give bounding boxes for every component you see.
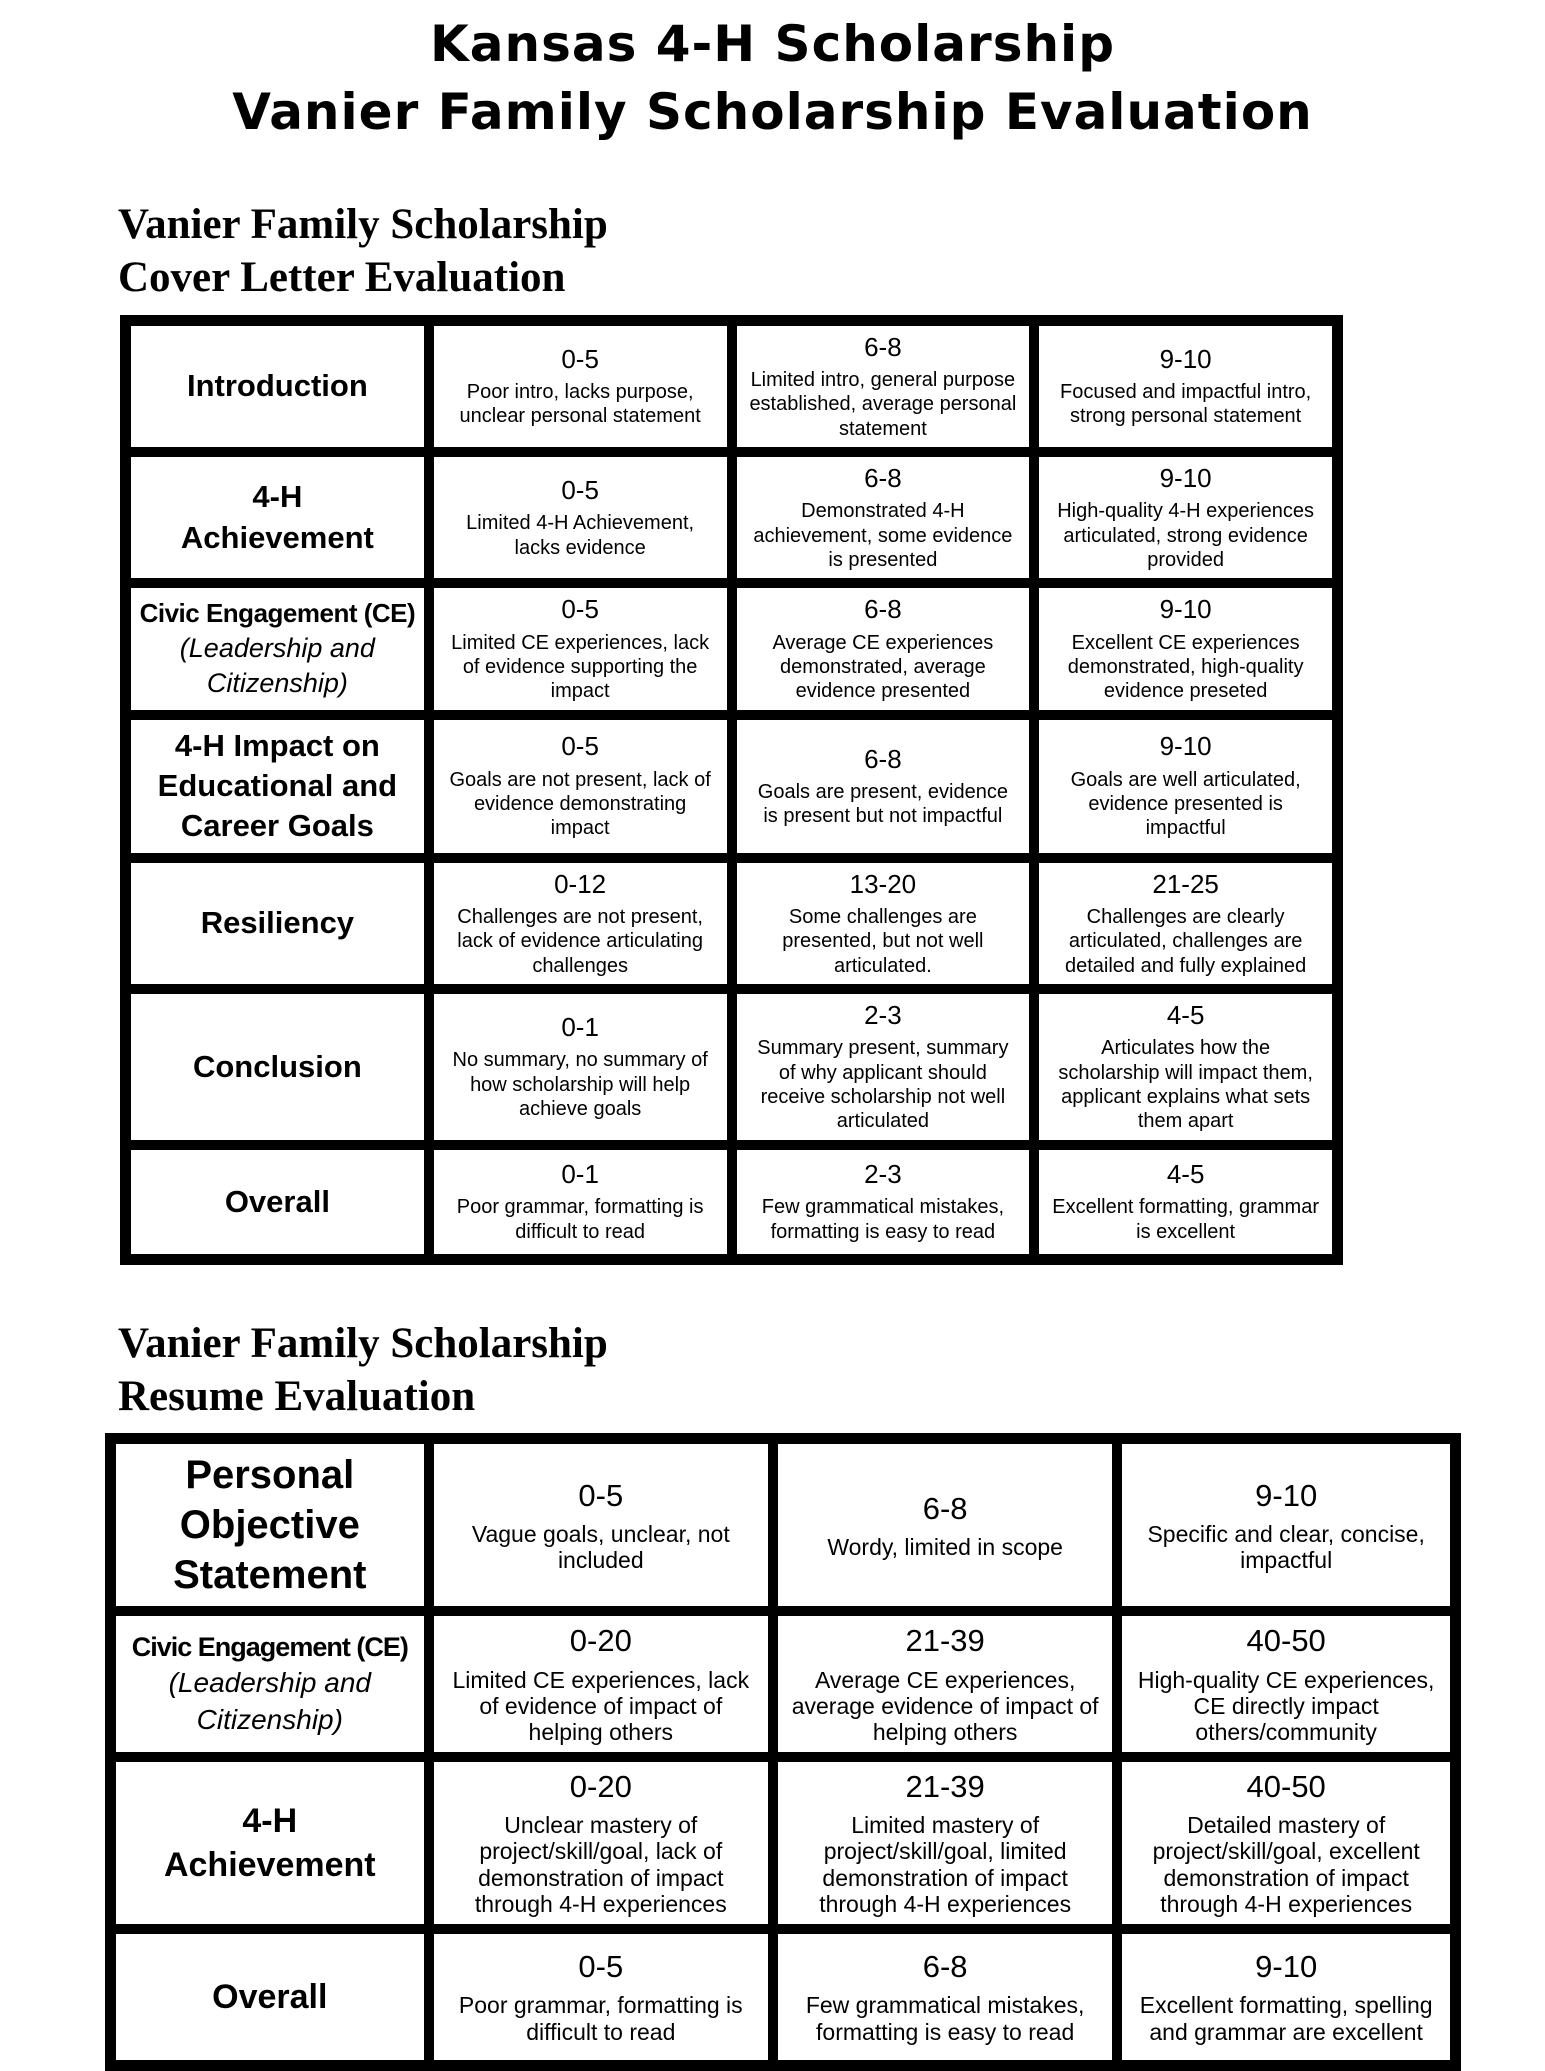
criterion-label: Civic Engagement (CE): [131, 1632, 408, 1663]
level-cell: [778, 1616, 1112, 1752]
section-heading-line2: Resume Evaluation: [118, 1373, 476, 1421]
level-cell: [737, 457, 1030, 578]
level-cell: [737, 994, 1030, 1140]
level-cell: [737, 720, 1030, 853]
level-cell: [1039, 326, 1332, 447]
level-description: Specific and clear, concise, impactful: [1147, 1520, 1425, 1574]
level-description: Poor grammar, formatting is difficult to read: [458, 1992, 743, 2045]
criterion-cell: [131, 457, 424, 578]
level-cell: [778, 1444, 1112, 1606]
level-cell: [434, 1934, 768, 2060]
level-description: Excellent formatting, spelling and grammar are excellent: [1139, 1992, 1433, 2045]
level-cell: [1039, 457, 1332, 578]
criterion-label: Introduction: [186, 368, 368, 404]
level-cell: [737, 863, 1030, 984]
score-range: 0-20: [569, 1768, 632, 1804]
criterion-label: 4-H Achievement: [163, 1801, 376, 1884]
score-range: 0-20: [569, 1623, 632, 1659]
level-description: Demonstrated 4-H achievement, some evidence is presented: [753, 500, 1013, 571]
score-range: 6-8: [864, 462, 902, 493]
level-description: Average CE experiences, average evidence of impact of helping others: [791, 1666, 1099, 1746]
level-cell: [434, 1150, 727, 1254]
level-cell: [1039, 994, 1332, 1140]
score-range: 0-12: [554, 868, 607, 899]
level-description: Challenges are not present, lack of evidence articulating challenges: [457, 905, 703, 977]
level-cell: [1039, 1150, 1332, 1254]
level-cell: [434, 457, 727, 578]
level-description: High-quality 4-H experiences articulated, strong evidence provided: [1057, 500, 1315, 571]
level-description: Some challenges are presented, but not well articulated.: [782, 905, 984, 977]
score-range: 40-50: [1246, 1768, 1326, 1804]
criterion-cell: [116, 1444, 424, 1606]
level-description: Articulates how the scholarship will impact them, applicant explains what sets them apart: [1058, 1037, 1313, 1133]
level-description: High-quality CE experiences, CE directly impact others/community: [1137, 1666, 1435, 1746]
level-description: Unclear mastery of project/skill/goal, lack of demonstration of impact through 4-H experiences: [474, 1812, 727, 1918]
criterion-cell: [131, 863, 424, 984]
criterion-cell: [131, 588, 424, 709]
score-range: 9-10: [1255, 1949, 1318, 1985]
score-range: 6-8: [922, 1491, 968, 1527]
criterion-cell: [116, 1762, 424, 1924]
page-title-line1: Kansas 4-H Scholarship: [430, 15, 1115, 73]
level-cell: [1122, 1762, 1450, 1924]
level-cell: [1039, 863, 1332, 984]
criterion-cell: [131, 994, 424, 1140]
cover-letter-section: [0, 198, 1545, 1265]
level-description: Few grammatical mistakes, formatting is easy to read: [805, 1992, 1085, 2045]
level-description: Few grammatical mistakes, formatting is easy to read: [761, 1196, 1005, 1243]
level-cell: [1039, 720, 1332, 853]
level-description: Summary present, summary of why applicant should receive scholarship not well articulated: [757, 1037, 1009, 1133]
level-description: Limited CE experiences, lack of evidence supporting the impact: [451, 631, 710, 703]
criterion-label: Resiliency: [200, 905, 355, 941]
level-cell: [434, 994, 727, 1140]
criterion-note: (Leadership and Citizenship): [168, 1667, 371, 1735]
cover-letter-rubric-table: [120, 315, 1343, 1265]
score-range: 0-1: [561, 1012, 599, 1043]
score-range: 0-1: [561, 1159, 599, 1190]
level-description: Poor grammar, formatting is difficult to read: [456, 1196, 704, 1243]
level-description: Goals are well articulated, evidence presented is impactful: [1070, 768, 1301, 840]
score-range: 0-5: [561, 731, 599, 762]
level-description: Wordy, limited in scope: [827, 1534, 1063, 1561]
score-range: 21-39: [905, 1623, 985, 1659]
criterion-label: Overall: [212, 1977, 328, 2016]
level-description: No summary, no summary of how scholarship will help achieve goals: [452, 1049, 708, 1121]
level-description: Detailed mastery of project/skill/goal, excellent demonstration of impact through 4-H experiences: [1152, 1812, 1420, 1918]
criterion-cell: [116, 1616, 424, 1752]
criterion-cell: [131, 1150, 424, 1254]
level-description: Limited 4-H Achievement, lacks evidence: [466, 512, 695, 559]
level-description: Average CE experiences demonstrated, average evidence presented: [772, 631, 994, 703]
level-cell: [434, 720, 727, 853]
level-description: Focused and impactful intro, strong personal statement: [1060, 381, 1312, 428]
level-cell: [1122, 1616, 1450, 1752]
criterion-cell: [131, 326, 424, 447]
level-cell: [737, 1150, 1030, 1254]
level-description: Vague goals, unclear, not included: [471, 1520, 730, 1574]
score-range: 4-5: [1166, 999, 1205, 1030]
level-description: Goals are present, evidence is present but not impactful: [757, 780, 1008, 828]
level-cell: [434, 1616, 768, 1752]
score-range: 21-39: [905, 1768, 985, 1804]
level-cell: [737, 588, 1030, 709]
level-description: Limited intro, general purpose established, average personal statement: [749, 368, 1017, 440]
resume-section: [0, 1317, 1545, 2071]
cover-letter-section-heading: [118, 198, 1545, 305]
level-description: Poor intro, lacks purpose, unclear personal statement: [459, 381, 701, 428]
resume-section-heading: [118, 1317, 1545, 1424]
criterion-label: Personal Objective Statement: [173, 1453, 367, 1598]
score-range: 9-10: [1159, 343, 1212, 374]
section-heading-line1: Vanier Family Scholarship: [118, 1319, 608, 1367]
level-cell: [737, 326, 1030, 447]
score-range: 2-3: [864, 999, 902, 1030]
level-cell: [434, 1444, 768, 1606]
score-range: 4-5: [1166, 1159, 1205, 1190]
page-title-line2: Vanier Family Scholarship Evaluation: [232, 83, 1313, 141]
criterion-label: 4-H Achievement: [180, 479, 374, 555]
level-cell: [434, 588, 727, 709]
level-cell: [434, 1762, 768, 1924]
score-range: 6-8: [864, 594, 902, 625]
section-heading-line2: Cover Letter Evaluation: [118, 254, 566, 302]
score-range: 0-5: [578, 1477, 624, 1513]
score-range: 6-8: [864, 331, 902, 362]
level-description: Excellent formatting, grammar is excellent: [1052, 1196, 1319, 1243]
criterion-label: Overall: [224, 1183, 330, 1219]
score-range: 0-5: [561, 343, 599, 374]
resume-rubric-table: [105, 1433, 1461, 2070]
level-cell: [778, 1762, 1112, 1924]
level-description: Limited CE experiences, lack of evidence of impact of helping others: [452, 1666, 750, 1746]
level-cell: [778, 1934, 1112, 2060]
score-range: 21-25: [1152, 868, 1219, 899]
level-cell: [1122, 1444, 1450, 1606]
level-cell: [1122, 1934, 1450, 2060]
score-range: 9-10: [1159, 731, 1212, 762]
level-description: Excellent CE experiences demonstrated, high-quality evidence preseted: [1067, 631, 1304, 703]
score-range: 6-8: [922, 1949, 968, 1985]
level-cell: [434, 863, 727, 984]
level-description: Challenges are clearly articulated, challenges are detailed and fully explained: [1064, 905, 1307, 977]
level-cell: [1039, 588, 1332, 709]
score-range: 13-20: [849, 868, 917, 899]
score-range: 9-10: [1159, 594, 1212, 625]
score-range: 2-3: [864, 1159, 902, 1190]
score-range: 0-5: [561, 475, 599, 506]
score-range: 9-10: [1255, 1477, 1318, 1513]
criterion-label: 4-H Impact on Educational and Career Goals: [157, 727, 398, 844]
score-range: 6-8: [864, 743, 902, 774]
score-range: 40-50: [1246, 1623, 1326, 1659]
criterion-note: (Leadership and Citizenship): [179, 632, 375, 698]
criterion-cell: [116, 1934, 424, 2060]
page-title: [0, 10, 1545, 146]
score-range: 9-10: [1159, 462, 1212, 493]
score-range: 0-5: [561, 594, 599, 625]
level-cell: [434, 326, 727, 447]
level-description: Limited mastery of project/skill/goal, limited demonstration of impact through 4-H experiences: [819, 1812, 1072, 1918]
score-range: 0-5: [578, 1949, 624, 1985]
criterion-label: Civic Engagement (CE): [139, 598, 416, 629]
level-description: Goals are not present, lack of evidence demonstrating impact: [449, 768, 711, 840]
criterion-cell: [131, 720, 424, 853]
section-heading-line1: Vanier Family Scholarship: [118, 201, 608, 248]
criterion-label: Conclusion: [192, 1048, 362, 1084]
